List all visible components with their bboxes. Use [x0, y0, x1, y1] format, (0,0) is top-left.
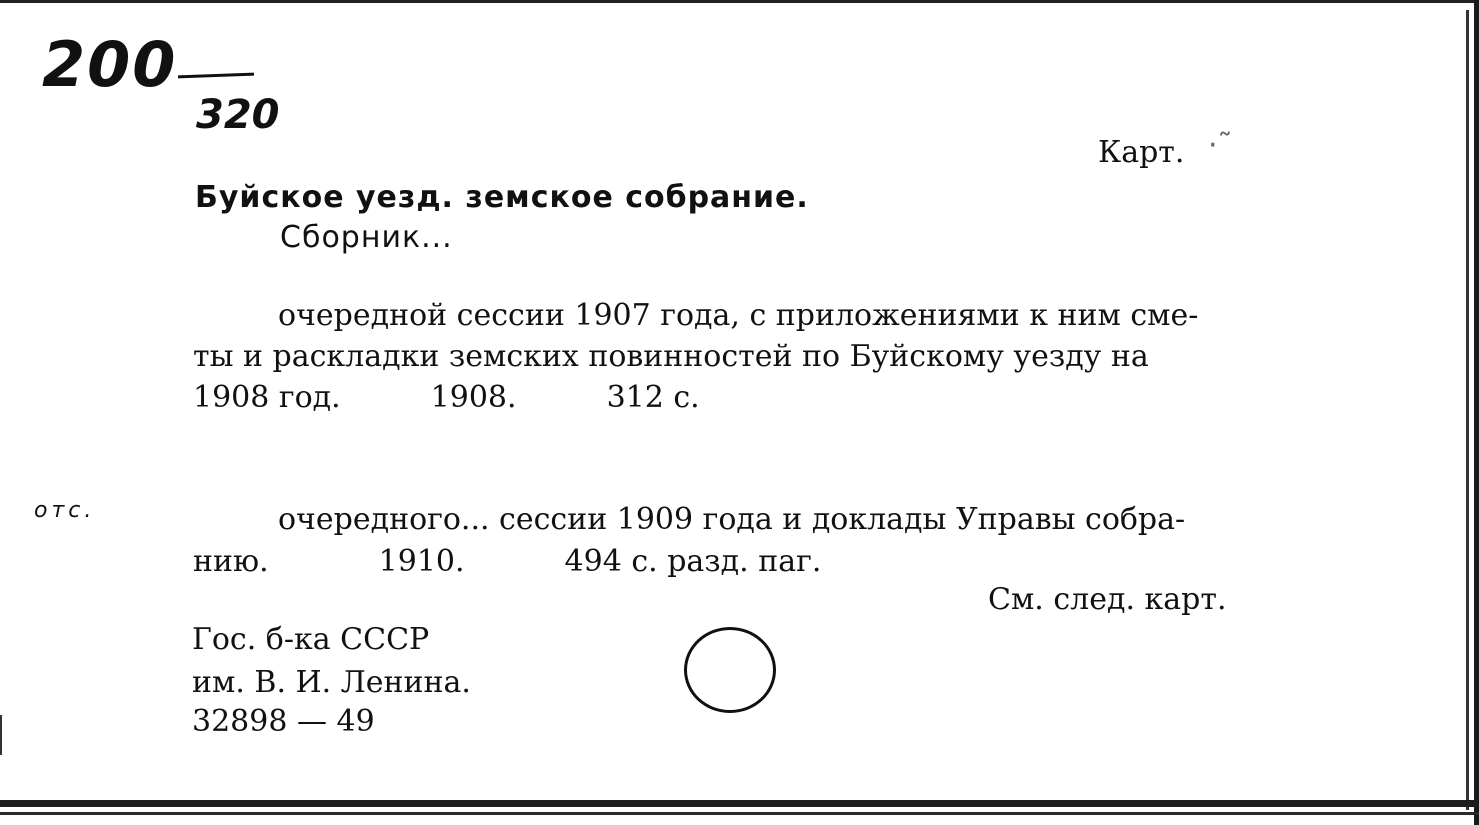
entry-2-year: 1910. — [378, 544, 465, 579]
handwritten-shelfmark: 200 — [42, 28, 178, 101]
scan-edge-bottom-secondary — [0, 812, 1479, 815]
entry-2-line-1: очередного... сессии 1909 года и доклады Управы собра- — [278, 502, 1186, 537]
handwritten-fraction-line — [178, 73, 254, 79]
entry-2-line-2 — [193, 544, 821, 579]
scan-edge-bottom — [0, 800, 1479, 807]
catalog-heading: Буйское уезд. земское собрание. — [195, 180, 809, 215]
card-number-scribble: ·˜ — [1208, 128, 1233, 163]
catalog-subheading: Сборник... — [280, 220, 453, 255]
entry-2-pages: 494 с. разд. паг. — [564, 544, 822, 579]
entry-1-pages: 312 с. — [606, 380, 700, 415]
entry-1-year: 1908. — [430, 380, 517, 415]
entry-2-text: нию. — [193, 544, 269, 579]
scan-edge-left — [0, 715, 2, 755]
entry-1-line-2: ты и раскладки земских повинностей по Буйскому уезду на — [193, 339, 1149, 374]
handwritten-shelfmark-sub: 320 — [196, 92, 280, 138]
handwritten-margin-note: отс. — [34, 498, 96, 523]
scan-edge-right — [1474, 0, 1479, 825]
card-number-label: Карт. — [1098, 135, 1185, 170]
entry-1-line-3 — [193, 380, 700, 415]
imprint-line-1: Гос. б-ка СССР — [192, 622, 430, 657]
see-next-card: См. след. карт. — [988, 582, 1227, 617]
scan-edge-top — [0, 0, 1479, 3]
entry-1-line-1: очередной сессии 1907 года, с приложениями к ним сме- — [278, 298, 1199, 333]
entry-1-text: 1908 год. — [193, 380, 341, 415]
imprint-line-2: им. В. И. Ленина. — [192, 665, 471, 700]
punch-hole — [684, 627, 776, 713]
imprint-line-3: 32898 — 49 — [192, 704, 375, 739]
scan-edge-right-inner — [1466, 10, 1469, 810]
